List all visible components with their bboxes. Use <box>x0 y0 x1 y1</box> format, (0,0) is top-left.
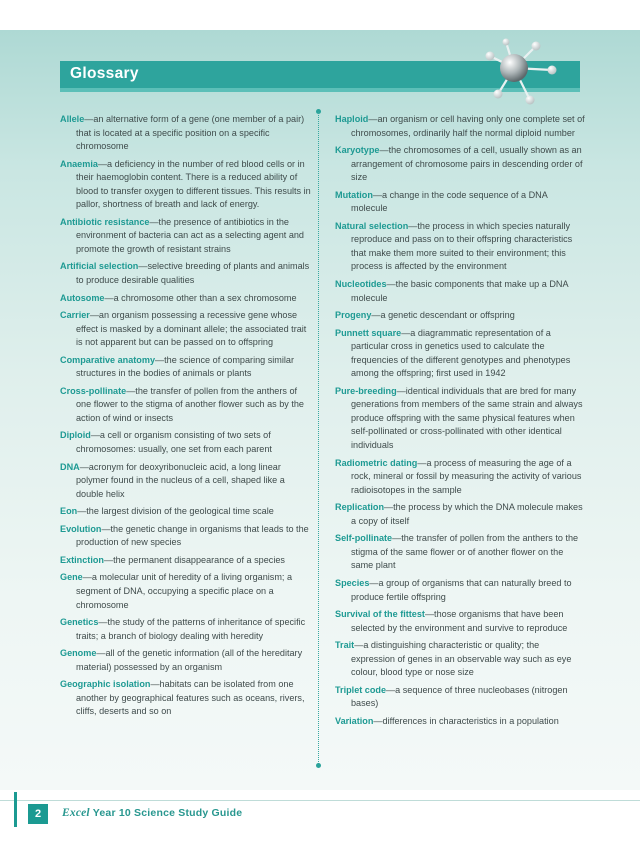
glossary-entry <box>335 309 585 323</box>
glossary-term: Replication <box>335 502 385 513</box>
glossary-term: Extinction <box>60 554 104 565</box>
footer-title <box>62 807 242 819</box>
glossary-definition: —the science of comparing similar structures in the bodies of animals or plants <box>76 354 295 379</box>
glossary-term: DNA <box>60 461 80 472</box>
glossary-definition: —an organism or cell having only one complete set of chromosomes, ordinarily half the normal diploid number <box>351 114 585 138</box>
glossary-entry <box>60 616 314 643</box>
glossary-entry <box>335 385 585 453</box>
glossary-definition: —differences in characteristics in a population <box>373 715 559 726</box>
glossary-term: Variation <box>335 715 374 726</box>
glossary-term: Radiometric dating <box>335 457 418 468</box>
glossary-term: Comparative anatomy <box>60 354 156 365</box>
glossary-entry <box>335 608 585 635</box>
glossary-entry <box>335 220 585 274</box>
glossary-term: Artificial selection <box>60 261 139 272</box>
glossary-definition: —the presence of antibiotics in the environment of bacteria can act as a selecting agent and promote the growth of resistant strains <box>76 216 304 254</box>
glossary-term: Eon <box>60 506 78 517</box>
glossary-entry <box>335 278 585 305</box>
glossary-entry <box>60 647 314 674</box>
glossary-term: Antibiotic resistance <box>60 216 150 227</box>
glossary-term: Karyotype <box>335 145 380 156</box>
glossary-definition: —the study of the patterns of inheritance of specific traits; a branch of biology dealing with heredity <box>76 617 306 641</box>
glossary-entry <box>60 571 314 612</box>
glossary-entry <box>60 216 314 257</box>
glossary-definition: —a diagrammatic representation of a particular cross in genetics used to calculate the frequencies of the different genotypes and phenotypes among the offspring; first used in 1942 <box>351 327 571 379</box>
glossary-definition: —the basic components that make up a DNA molecule <box>351 279 569 303</box>
glossary-term: Trait <box>335 640 355 651</box>
glossary-definition: —the process in which species naturally reproduce and pass on to their offspring characteristics that make them more suited to their environment; this process is affected by the environment <box>351 220 573 272</box>
glossary-definition: —a change in the code sequence of a DNA molecule <box>351 189 548 214</box>
glossary-term: Geographic isolation <box>60 679 151 690</box>
glossary-entry <box>60 523 314 550</box>
glossary-definition: —the chromosomes of a cell, usually shown as an arrangement of chromosome pairs in descending order of size <box>351 145 583 183</box>
glossary-term: Diploid <box>60 430 91 441</box>
glossary-term: Anaemia <box>60 158 98 169</box>
glossary-entry <box>335 715 585 729</box>
glossary-term: Pure-breeding <box>335 385 397 396</box>
glossary-definition: —those organisms that have been selected by the environment and survive to reproduce <box>351 609 568 633</box>
glossary-entry <box>335 113 585 140</box>
molecule-icon <box>476 36 566 110</box>
glossary-entry <box>60 113 314 154</box>
glossary-definition: —all of the genetic information (all of the hereditary material) possessed by an organism <box>76 648 303 672</box>
glossary-entry <box>335 639 585 680</box>
glossary-term: Progeny <box>335 310 372 321</box>
glossary-entry <box>60 158 314 212</box>
glossary-definition: —the transfer of pollen from the anthers to the stigma of the same flower or of another flower on the same plant <box>351 533 579 571</box>
glossary-definition: —an organism possessing a recessive gene whose effect is masked by a dominant allele; the associated trait is not apparent but can be passed on to offspring <box>76 310 307 348</box>
glossary-entry <box>60 461 314 502</box>
glossary-entry <box>60 505 314 519</box>
glossary-term: Natural selection <box>335 220 409 231</box>
glossary-definition: —a genetic descendant or offspring <box>371 310 515 321</box>
glossary-term: Autosome <box>60 292 105 303</box>
glossary-term: Genetics <box>60 617 99 628</box>
glossary-definition: —a group of organisms that can naturally breed to produce fertile offspring <box>351 577 572 602</box>
glossary-entry <box>335 532 585 573</box>
glossary-definition: —a process of measuring the age of a rock, mineral or fossil by measuring the activity of various radioisotopes in the sample <box>351 457 582 495</box>
glossary-entry <box>335 501 585 528</box>
glossary-definition: —selective breeding of plants and animals to produce desirable qualities <box>76 261 310 286</box>
glossary-term: Self-pollinate <box>335 533 393 544</box>
glossary-entry <box>60 678 314 719</box>
glossary-definition: —the transfer of pollen from the anthers of one flower to the stigma of another flower such as by the action of wind or insects <box>76 385 304 423</box>
glossary-term: Haploid <box>335 114 369 124</box>
glossary-definition: —an alternative form of a gene (one member of a pair) that is located at a specific position on a specific chromosome <box>76 114 305 152</box>
glossary-entry <box>335 684 585 711</box>
glossary-entry <box>60 354 314 381</box>
glossary-term: Punnett square <box>335 327 402 338</box>
footer-rule <box>0 800 640 801</box>
glossary-entry <box>335 189 585 216</box>
glossary-definition: —a deficiency in the number of red blood cells or in their haemoglobin content. There is a reduced ability of blood to transfer oxygen to different tissues. This results in pallor, shortness of breath and lack of energy. <box>76 158 311 210</box>
glossary-term: Species <box>335 577 370 588</box>
column-divider <box>318 112 319 766</box>
glossary-entry <box>335 577 585 604</box>
divider-dot-bottom <box>316 763 321 768</box>
glossary-definition: —a chromosome other than a sex chromosome <box>104 292 297 303</box>
glossary-entry <box>60 260 314 287</box>
glossary-entry <box>335 327 585 381</box>
glossary-entry <box>60 309 314 350</box>
glossary-definition: —identical individuals that are bred for many generations from members of the same strain and always produce offspring with the same physical features when self-pollinated or cross-pollinated with other identical individuals <box>351 385 583 451</box>
glossary-entry <box>60 385 314 426</box>
glossary-definition: —a molecular unit of heredity of a living organism; a segment of DNA, occupying a specific place on a chromosome <box>76 572 293 610</box>
glossary-definition: —the process by which the DNA molecule makes a copy of itself <box>351 502 583 526</box>
glossary-left-column <box>60 113 314 723</box>
footer-accent-bar <box>14 792 17 827</box>
glossary-entry <box>60 429 314 456</box>
glossary-term: Nucleotides <box>335 279 387 290</box>
glossary-definition: —a cell or organism consisting of two sets of chromosomes: usually, one set from each parent <box>76 430 272 455</box>
glossary-definition: —the permanent disappearance of a species <box>103 554 285 565</box>
glossary-term: Survival of the fittest <box>335 609 425 620</box>
glossary-definition: —acronym for deoxyribonucleic acid, a long linear polymer found in the nucleus of a cell, shaped like a double helix <box>76 461 285 499</box>
glossary-term: Genome <box>60 648 97 659</box>
glossary-definition: —the genetic change in organisms that leads to the production of new species <box>76 523 309 548</box>
glossary-term: Evolution <box>60 523 102 534</box>
glossary-entry <box>335 457 585 498</box>
glossary-definition: —a distinguishing characteristic or quality; the expression of genes in an observable way such as eye colour, blood type or nose size <box>351 640 572 678</box>
glossary-entry <box>60 292 314 306</box>
footer-brand: Excel <box>62 807 90 819</box>
page-number: 2 <box>28 804 48 824</box>
glossary-right-column <box>335 113 585 732</box>
glossary-entry <box>335 144 585 185</box>
glossary-definition: —habitats can be isolated from one another by geographical features such as oceans, rivers, cliffs, deserts and so on <box>76 679 305 717</box>
glossary-definition: —the largest division of the geological time scale <box>77 506 274 517</box>
footer-book-title: Year 10 Science Study Guide <box>89 807 243 819</box>
glossary-term: Cross-pollinate <box>60 385 127 396</box>
glossary-term: Triplet code <box>335 684 387 695</box>
glossary-term: Carrier <box>60 310 90 321</box>
glossary-term: Gene <box>60 572 83 583</box>
glossary-entry <box>60 554 314 568</box>
glossary-term: Mutation <box>335 189 373 200</box>
glossary-definition: —a sequence of three nucleobases (nitrogen bases) <box>351 684 568 709</box>
glossary-term: Allele <box>60 114 85 124</box>
page-title: Glossary <box>70 65 139 82</box>
